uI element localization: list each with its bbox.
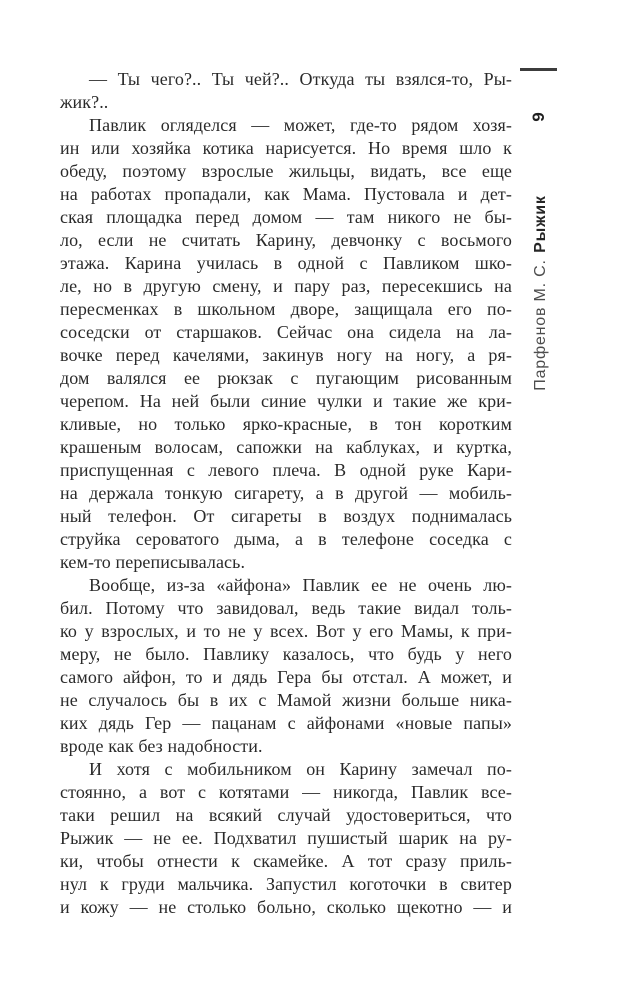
text-line: не случалось бы в их с Мамой жизни больше ника- xyxy=(60,690,512,710)
text-line: Вообще, из-за «айфона» Павлик ее не очень лю- xyxy=(89,575,512,595)
text-line: на работах пропадали, как Мама. Пустовала и дет- xyxy=(60,184,512,204)
text-line: ин или хозяйка котика нарисуется. Но время шло к xyxy=(60,138,512,158)
paragraph xyxy=(60,758,512,919)
text-line: обеду, поэтому взрослые жильцы, видать, все еще xyxy=(60,161,512,181)
paragraph xyxy=(60,68,512,114)
text-line: таки решил на всякий случай удостовериться, что xyxy=(60,805,512,825)
text-line: кливые, но только ярко-красные, в тон коротким xyxy=(60,414,512,434)
text-line: кем-то переписывалась. xyxy=(60,552,246,572)
text-line: ный телефон. От сигареты в воздух поднималась xyxy=(60,506,512,526)
text-line: ких дядь Гер — пацанам с айфонами «новые папы» xyxy=(60,713,512,733)
text-line: на держала тонкую сигарету, а в другой — мобиль- xyxy=(60,483,512,503)
running-head xyxy=(532,195,550,390)
text-line: крашеным волосам, сапожки на каблуках, и куртка, xyxy=(60,437,512,457)
text-line: меру, не было. Павлику казалось, что будь у него xyxy=(60,644,512,664)
running-head-title: Рыжик xyxy=(532,195,549,253)
text-line: дом валялся ее рюкзак с пугающим рисованным xyxy=(60,368,512,388)
text-line: струйка сероватого дыма, а в телефоне соседка с xyxy=(60,529,512,549)
text-line: Рыжик — не ее. Подхватил пушистый шарик на ру- xyxy=(60,828,512,848)
page-text xyxy=(60,68,512,919)
text-line: этажа. Карина училась в одной с Павликом шко- xyxy=(60,253,512,273)
page-number: 9 xyxy=(529,112,548,122)
header-rule xyxy=(520,68,557,71)
text-line: приспущенная с левого плеча. В одной руке Кари- xyxy=(60,460,512,480)
text-line: и кожу — не столько больно, сколько щекотно — и xyxy=(60,897,512,917)
text-line: жик?.. xyxy=(60,92,109,112)
text-line: ки, чтобы отнести к скамейке. А тот сразу приль- xyxy=(60,851,512,871)
text-line: нул к груди мальчика. Запустил коготочки в свитер xyxy=(60,874,512,894)
text-line: Павлик огляделся — может, где-то рядом хозя- xyxy=(89,115,512,135)
paragraph xyxy=(60,114,512,574)
paragraph xyxy=(60,574,512,758)
text-line: ле, но в другую смену, и пару раз, пересекшись на xyxy=(60,276,512,296)
text-line: вочке перед качелями, закинув ногу на ногу, а ря- xyxy=(60,345,512,365)
text-line: И хотя с мобильником он Карину замечал по- xyxy=(89,759,512,779)
text-line: стоянно, а вот с котятами — никогда, Павлик все- xyxy=(60,782,512,802)
text-line: — Ты чего?.. Ты чей?.. Откуда ты взялся-то, Ры- xyxy=(89,69,512,89)
text-line: самого айфон, то и дядь Гера бы отстал. А может, и xyxy=(60,667,512,687)
text-line: соседски от старшаков. Сейчас она сидела на ла- xyxy=(60,322,512,342)
text-line: ко у взрослых, и то не у всех. Вот у его Мамы, к при- xyxy=(60,621,512,641)
text-line: ло, если не считать Карину, девчонку с восьмого xyxy=(60,230,512,250)
text-line: черепом. На ней были синие чулки и такие же кри- xyxy=(60,391,512,411)
text-line: ская площадка перед домом — там никого не бы- xyxy=(60,207,512,227)
text-line: вроде как без надобности. xyxy=(60,736,263,756)
text-line: пересменках в школьном дворе, защищала его по- xyxy=(60,299,512,319)
running-head-author: Парфенов М. С. xyxy=(532,259,549,391)
text-line: бил. Потому что завидовал, ведь такие видал толь- xyxy=(60,598,512,618)
